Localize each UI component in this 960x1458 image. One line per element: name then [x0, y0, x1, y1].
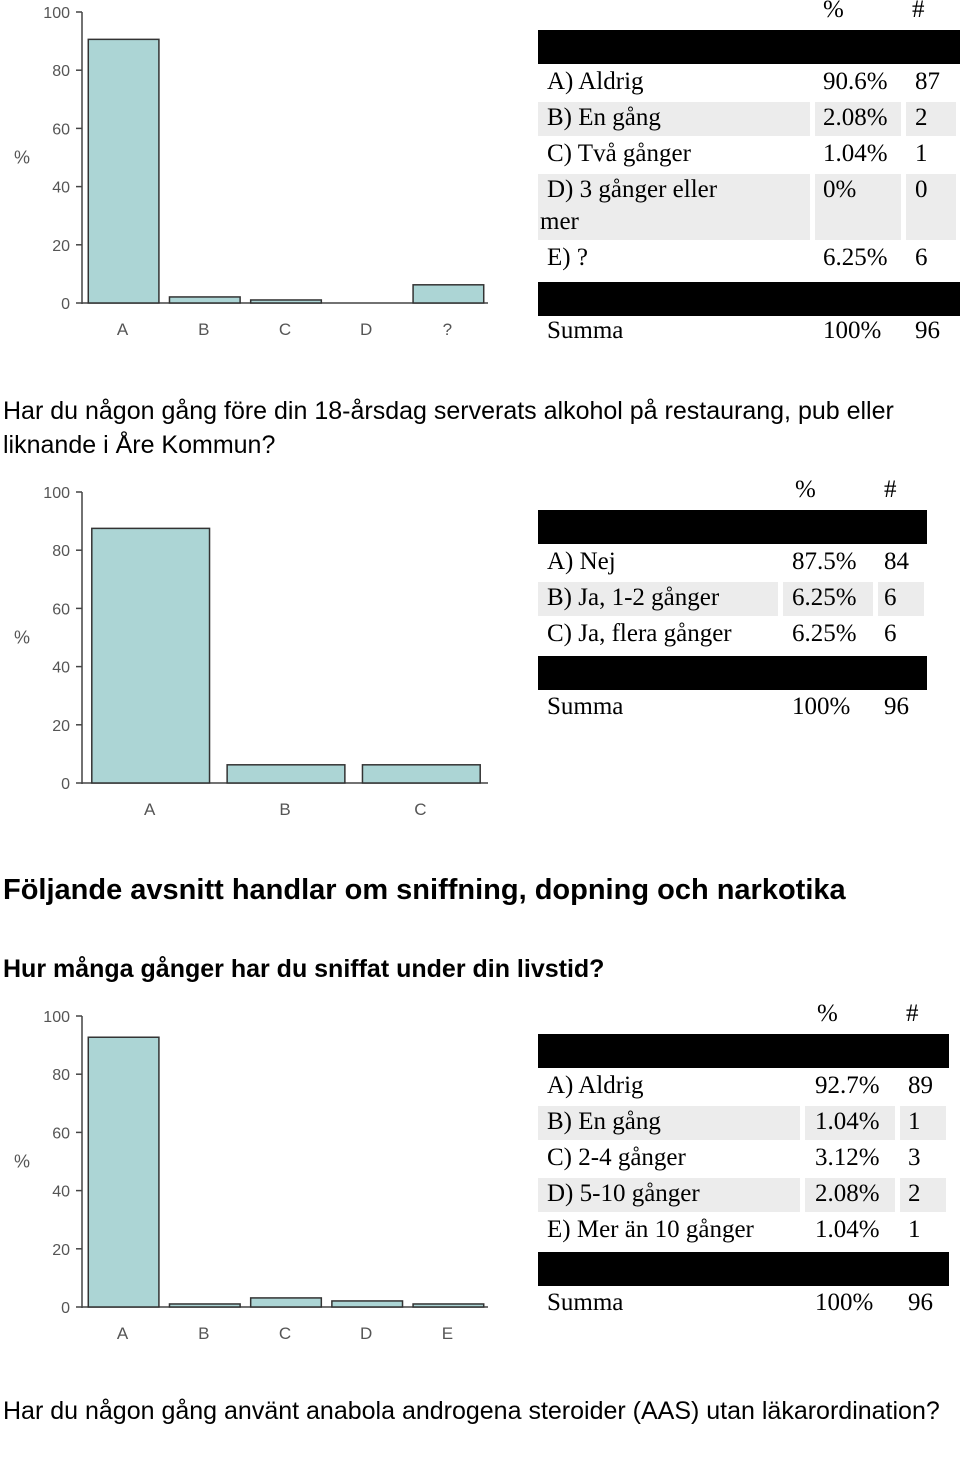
table-3-header-pct: %: [817, 1000, 838, 1027]
x-tick-label: E: [441, 1324, 454, 1343]
y-tick-label: 40: [52, 1183, 70, 1201]
y-tick-label: 40: [52, 659, 70, 677]
x-tick-label: C: [414, 800, 427, 819]
table-3-header-band: [538, 1034, 949, 1068]
question-text: Hur många gånger har du sniffat under din livstid?: [3, 955, 605, 983]
table-sum-pct: 100%: [815, 1289, 874, 1316]
table-row-count: 6: [915, 244, 928, 271]
table-sum-count: 96: [915, 317, 940, 344]
y-tick-label: 60: [52, 1125, 70, 1143]
table-row-pct: 6.25%: [823, 244, 888, 271]
table-2-header-pct: %: [795, 476, 816, 503]
x-tick-label: A: [116, 1324, 129, 1343]
y-tick-label: 20: [52, 237, 70, 255]
y-tick-label: 80: [52, 63, 70, 81]
x-tick-label: D: [360, 1324, 373, 1343]
table-row-pct: 6.25%: [792, 620, 857, 647]
y-axis-label: %: [13, 627, 31, 648]
y-axis-label: %: [13, 1151, 31, 1172]
table-row-label: E) Mer än 10 gånger: [547, 1216, 754, 1243]
table-row-pct: 1.04%: [823, 140, 888, 167]
y-tick-label: 100: [43, 485, 70, 502]
table-row-label: C) Två gånger: [547, 140, 691, 167]
table-sum-count: 96: [908, 1289, 933, 1316]
table-3-footer-band: [538, 1252, 949, 1286]
table-row-label: B) Ja, 1-2 gånger: [547, 584, 720, 611]
table-row-label: E) ?: [547, 244, 588, 271]
table-3-header-count: #: [906, 1000, 919, 1027]
table-row-pct: 87.5%: [792, 548, 857, 575]
x-tick-label: B: [198, 1324, 210, 1343]
row-shade: [900, 1106, 946, 1140]
question-text: Har du någon gång före din 18-årsdag serverats alkohol på restaurang, pub eller liknande i Åre Kommun?: [3, 397, 894, 459]
y-axis-label: %: [13, 147, 31, 168]
table-row-pct: 2.08%: [823, 104, 888, 131]
question-text: Har du någon gång använt anabola androgena steroider (AAS) utan läkarordination?: [3, 1397, 940, 1425]
table-row-label: C) 2-4 gånger: [547, 1144, 686, 1171]
table-row-pct: 1.04%: [815, 1216, 880, 1243]
table-sum-count: 96: [884, 693, 909, 720]
table-sum-label: Summa: [547, 1289, 624, 1316]
table-row-label: A) Nej: [547, 548, 616, 575]
y-tick-label: 60: [52, 601, 70, 619]
table-1-header-pct: %: [823, 0, 844, 23]
table-row-count: 0: [915, 176, 928, 203]
x-tick-label: B: [279, 800, 291, 819]
table-sum-pct: 100%: [792, 693, 851, 720]
table-row-count: 89: [908, 1072, 933, 1099]
table-sum-label: Summa: [547, 317, 624, 344]
y-tick-label: 0: [61, 776, 70, 793]
x-tick-label: A: [143, 800, 156, 819]
table-row-count: 87: [915, 68, 940, 95]
y-tick-label: 60: [52, 121, 70, 139]
x-tick-label: C: [278, 1324, 292, 1343]
table-row-label: A) Aldrig: [547, 68, 644, 95]
table-row-count: 1: [908, 1108, 921, 1135]
table-row-count: 6: [884, 584, 897, 611]
table-row-pct: 6.25%: [792, 584, 857, 611]
x-tick-label: C: [278, 320, 292, 339]
table-row-label-cont: mer: [540, 208, 579, 235]
table-row-label: B) En gång: [547, 104, 661, 131]
y-tick-label: 20: [52, 1241, 70, 1259]
table-row-pct: 3.12%: [815, 1144, 880, 1171]
table-row-pct: 90.6%: [823, 68, 888, 95]
table-row-pct: 92.7%: [815, 1072, 880, 1099]
x-tick-label: B: [198, 320, 210, 339]
table-row-count: 6: [884, 620, 897, 647]
row-shade: [900, 1178, 946, 1212]
y-tick-label: 80: [52, 1067, 70, 1085]
x-tick-label: ?: [442, 320, 453, 339]
y-tick-label: 40: [52, 179, 70, 197]
x-tick-label: D: [360, 320, 373, 339]
table-row-label: A) Aldrig: [547, 1072, 644, 1099]
table-row-count: 2: [915, 104, 928, 131]
table-1-header-count: #: [912, 0, 925, 23]
y-tick-label: 0: [61, 1300, 70, 1317]
table-sum-pct: 100%: [823, 317, 882, 344]
y-tick-label: 0: [61, 296, 70, 313]
y-tick-label: 20: [52, 717, 70, 735]
table-row-count: 1: [915, 140, 928, 167]
table-row-label: D) 3 gånger eller: [547, 176, 718, 203]
y-tick-label: 80: [52, 543, 70, 561]
table-row-count: 2: [908, 1180, 921, 1207]
table-2-header-count: #: [884, 476, 897, 503]
table-row-pct: 2.08%: [815, 1180, 880, 1207]
table-row-pct: 1.04%: [815, 1108, 880, 1135]
table-row-pct: 0%: [823, 176, 857, 203]
section-heading: Följande avsnitt handlar om sniffning, dopning och narkotika: [3, 874, 846, 906]
y-tick-label: 100: [43, 5, 70, 22]
table-sum-label: Summa: [547, 693, 624, 720]
table-row-count: 1: [908, 1216, 921, 1243]
table-row-count: 3: [908, 1144, 921, 1171]
table-row-label: C) Ja, flera gånger: [547, 620, 732, 647]
table-row-label: B) En gång: [547, 1108, 661, 1135]
x-tick-label: A: [116, 320, 129, 339]
table-row-count: 84: [884, 548, 909, 575]
y-tick-label: 100: [43, 1009, 70, 1026]
table-row-label: D) 5-10 gånger: [547, 1180, 700, 1207]
